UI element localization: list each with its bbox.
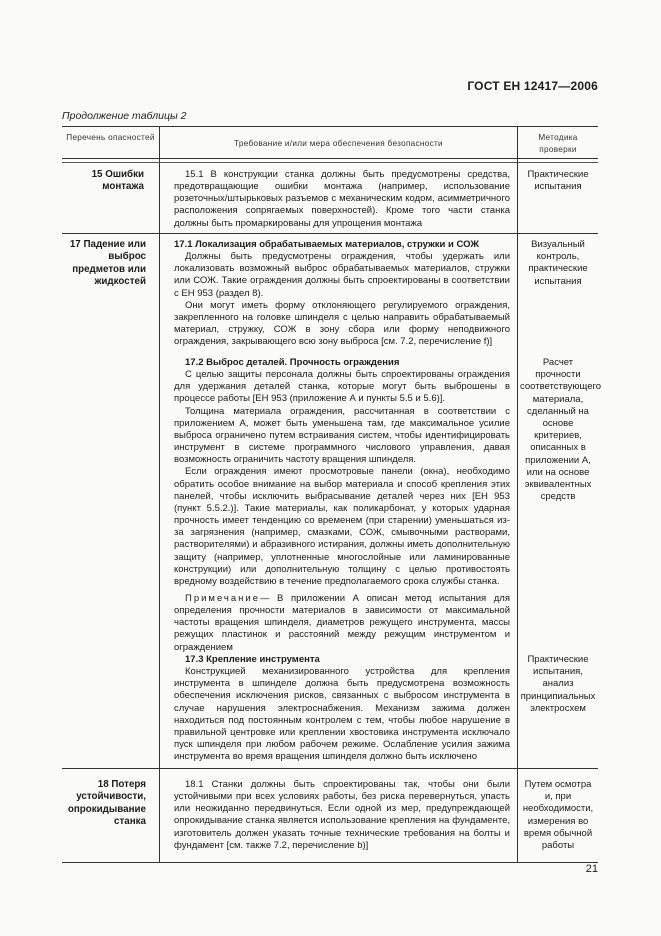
section-paragraph: Конструкцией механизированного устройства для крепления инструмента в шпинделе должна быть предусмотрена возможность обеспечения исключения рисков, связанных с выбросом инструмента в случае нарушения электроснабжения. Механизм зажима должен находиться под постоянным контролем с тем, чтобы любое нарушение в правильной центровке или креплении хвостовика инструмента исключало пуск шпинделя при любом рабочем режиме. Ослабление усилия зажима инструмента во время вращения шпинделя должно быть исключено	[174, 666, 510, 763]
method-18: Путем осмотра и, при необходимости, измерения во время обычной работы	[522, 779, 594, 852]
method-17-3: Практические испытания, анализ принципиальных электросхем	[520, 654, 596, 714]
method-17-1: Визуальный контроль, практические испытания	[528, 239, 588, 287]
requirement-18-1	[174, 779, 510, 852]
method-15: Практические испытания	[527, 169, 589, 193]
section-note	[174, 593, 510, 654]
header-divider	[62, 158, 598, 159]
note-text: — В приложении А описан метод испытания для определения прочности материалов в зависимости от максимальной частоты вращения шпинделя, диаметров режущего инструмента, массы режущих пластинок и расстояний между режущим инструментом и ограждением	[174, 592, 510, 653]
page-number: 21	[585, 863, 598, 875]
section-title: 17.1 Локализация обрабатываемых материалов, стружки и СОЖ	[174, 239, 479, 250]
section-title: 17.2 Выброс деталей. Прочность ограждения	[185, 357, 400, 368]
column-header-method: Методика проверки	[538, 133, 578, 154]
section-paragraph: Должны быть предусмотрены ограждения, чтобы удержать или локализовать возможный выброс обрабатываемых материалов, стружки или СОЖ. Такие ограждения должны быть спроектированы в соответствии с ЕН 953 (раздел 8).	[174, 251, 510, 299]
requirement-text: 15.1 В конструкции станка должны быть предусмотрены средства, предотвращающие ошибки монтажа (например, использование розеточных/штырьковых разъемов с механическим кодом, асимметричного расположения сопрягаемых поверхностей). Кроме того части станка должны быть промаркированы для упрощения монтажа	[174, 169, 510, 229]
requirements-table	[62, 126, 602, 863]
hazard-18: 18 Потеря устойчивости, опрокидывание станка	[67, 779, 146, 828]
section-17-3	[174, 654, 510, 763]
header-divider	[62, 162, 598, 163]
column-header-requirements: Требование и/или мера обеспечения безопасности	[234, 139, 443, 148]
method-17-2: Расчет прочности соответствующего материала, сделанный на основе критериев, описанных в приложении А, или на основе эквивалентных средств	[520, 357, 602, 503]
hazard-15: 15 Ошибки монтажа	[91, 169, 144, 193]
row-divider	[62, 768, 598, 769]
section-title: 17.3 Крепление инструмента	[185, 654, 320, 665]
section-17-2	[174, 357, 510, 654]
section-paragraph: Они могут иметь форму отклоняющего регулируемого ограждения, закрепленного на головке шпинделя с целью направить обрабатываемый материал, стружку, СОЖ в зону сбора или форму неподвижного ограждения, закрывающего всю зону выброса [см. 7.2, перечисление f)]	[174, 299, 510, 348]
row-divider	[62, 233, 598, 234]
column-divider	[159, 127, 160, 862]
column-divider	[517, 127, 518, 862]
requirement-text: 18.1 Станки должны быть спроектированы так, чтобы они были устойчивыми при всех условиях работы, без риска перевернуться, упасть или неожиданно передвинуться. Если одной из мер, предупреждающей опрокидывание станка является использование крепления на фундаменте, изготовитель должен указать точные технические требования на болты и фундамент [см. также 7.2, перечисление b)]	[174, 779, 510, 851]
section-paragraph: Толщина материала ограждения, рассчитанная в соответствии с приложением А, может быть уменьшена там, где максимальное усилие выброса ограничено путем встраивания систем, чтобы идентифицировать инструмент в системе программного числового управления, давая возможность ограничить частоту вращения шпинделя.	[174, 405, 510, 466]
section-17-1	[174, 239, 510, 348]
section-paragraph: Если ограждения имеют просмотровые панели (окна), необходимо обратить особое внимание на выбор материала и способ крепления этих панелей, чтобы исключить выбрасывание деталей через них [ЕН 953 (пункт 5.5.2.)]. Такие материалы, как поликарбонат, у которых ударная прочность имеет тенденцию со временем (при старении) уменьшаться из-за загрязнения (например, смазками, СОЖ, смывочными растворами, растворителями) и абразивного истирания, должны иметь дополнительную защиту (например, уплотненные многослойные или ламинированные конструкции) или дополнительную толщину с целью противостоять вредному воздействию в течение предполагаемого срока службы станка.	[174, 466, 510, 587]
section-paragraph: С целью защиты персонала должны быть спроектированы ограждения для удержания деталей станка, которые могут быть выброшены в процессе работы [ЕН 953 (приложение А и пункты 5.5 и 5.6)].	[174, 369, 510, 405]
note-label: Примечание	[185, 592, 260, 604]
hazard-17: 17 Падение или выброс предметов или жидкостей	[69, 239, 146, 288]
requirement-15-1	[174, 169, 510, 230]
column-header-hazards: Перечень опасностей	[66, 133, 155, 142]
table-caption: Продолжение таблицы 2	[62, 110, 187, 122]
page-header-standard: ГОСТ ЕН 12417—2006	[467, 79, 598, 93]
